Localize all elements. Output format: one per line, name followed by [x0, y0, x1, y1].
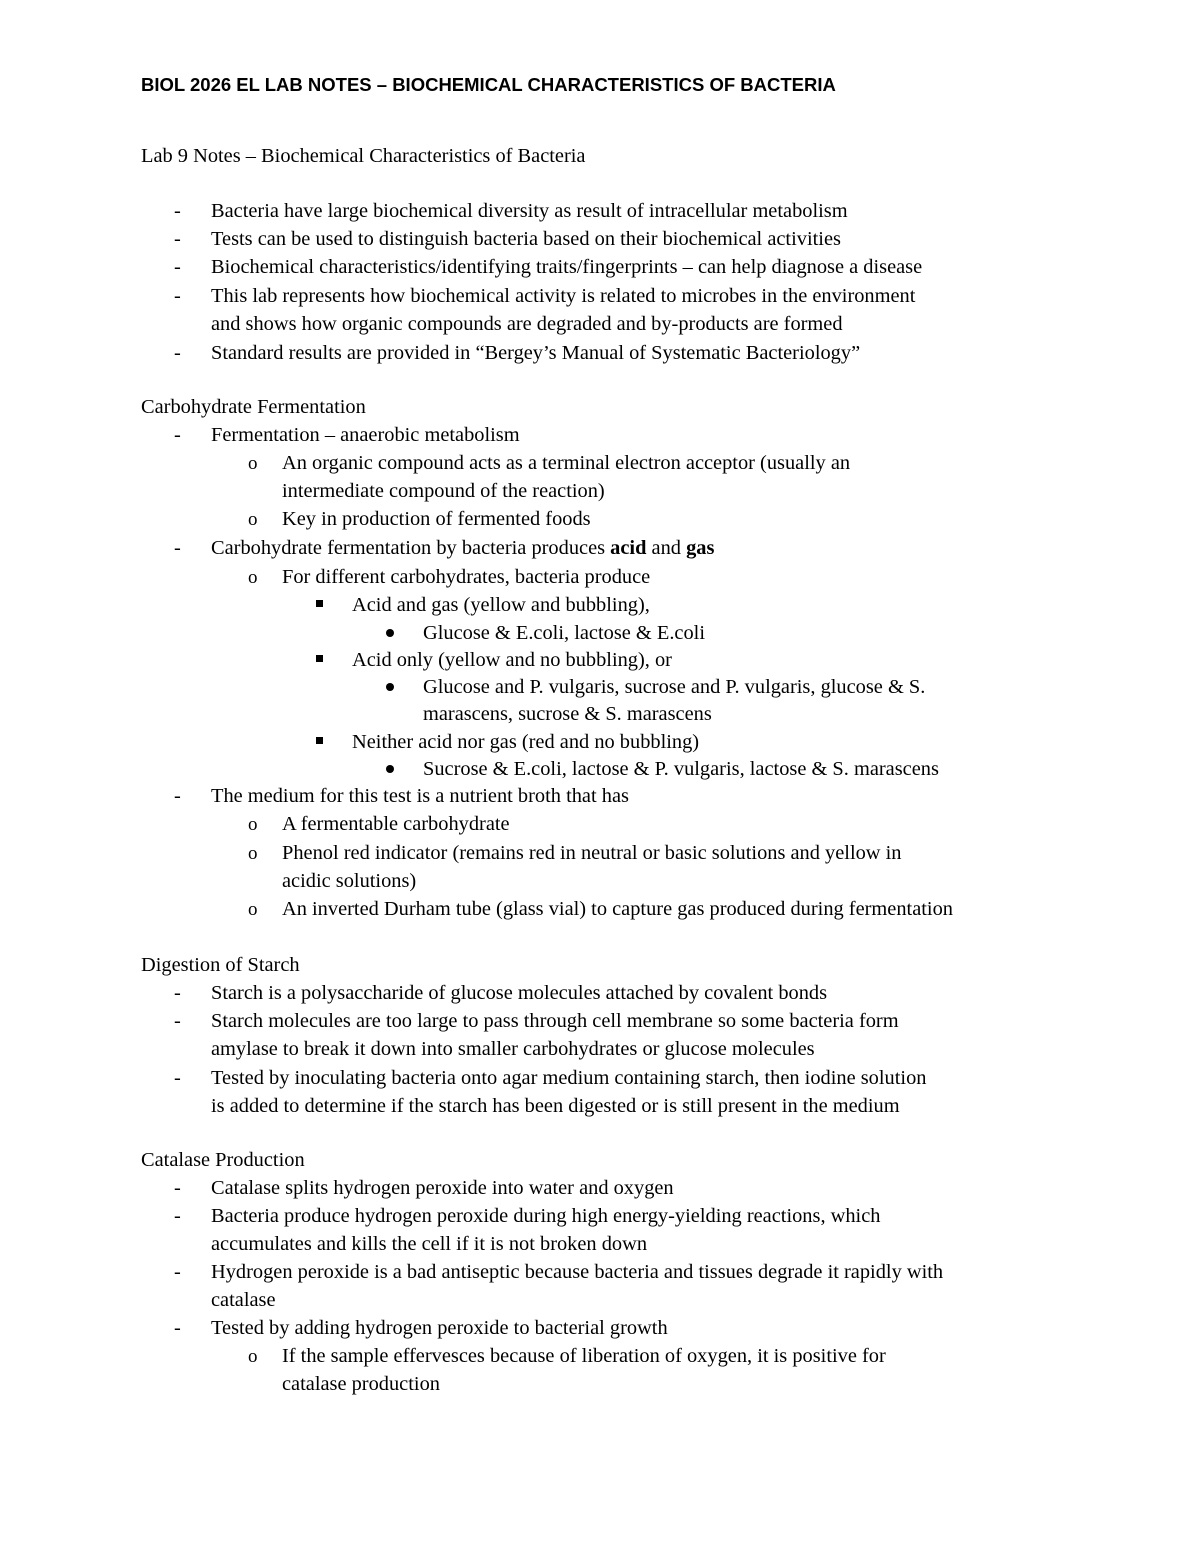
catalase-item-1-text: Catalase splits hydrogen peroxide into water and oxygen	[211, 1177, 674, 1199]
catalase-item-3-line-1: Hydrogen peroxide is a bad antiseptic because bacteria and tissues degrade it rapidly with	[211, 1261, 944, 1283]
dash-marker: -	[174, 1261, 181, 1283]
catalase-item-2-line-1: Bacteria produce hydrogen peroxide during high energy-yielding reactions, which	[211, 1205, 881, 1227]
carb-medium-3-text: An inverted Durham tube (glass vial) to capture gas produced during fermentation	[282, 898, 953, 920]
dash-marker: -	[174, 285, 181, 307]
catalase-item-2-line-2: accumulates and kills the cell if it is not broken down	[211, 1233, 648, 1255]
dash-marker: -	[174, 785, 181, 807]
intro-item-1-text: Bacteria have large biochemical diversity as result of intracellular metabolism	[211, 200, 848, 222]
intro-item-3-text: Biochemical characteristics/identifying traits/fingerprints – can help diagnose a disease	[211, 256, 923, 278]
starch-item-3-line-2: is added to determine if the starch has been digested or is still present in the medium	[211, 1095, 900, 1117]
carb-neither-text: Neither acid nor gas (red and no bubbling)	[352, 731, 700, 753]
carb-organic-line-2: intermediate compound of the reaction)	[282, 480, 605, 502]
dash-marker: -	[174, 1067, 181, 1089]
carb-neither-example-text: Sucrose & E.coli, lactose & P. vulgaris, lactose & S. marascens	[423, 758, 939, 780]
produces-acid: acid	[610, 537, 647, 559]
circle-marker: o	[248, 843, 258, 864]
dash-marker: -	[174, 200, 181, 222]
starch-item-2-line-1: Starch molecules are too large to pass through cell membrane so some bacteria form	[211, 1010, 899, 1032]
dash-marker: -	[174, 1177, 181, 1199]
document-header: BIOL 2026 EL LAB NOTES – BIOCHEMICAL CHARACTERISTICS OF BACTERIA	[141, 74, 836, 95]
dash-marker: -	[174, 982, 181, 1004]
dash-marker: -	[174, 256, 181, 278]
produces-prefix: Carbohydrate fermentation by bacteria produces	[211, 537, 611, 559]
square-bullet-icon	[316, 600, 323, 607]
round-bullet-icon	[386, 765, 394, 773]
starch-item-2-line-2: amylase to break it down into smaller carbohydrates or glucose molecules	[211, 1038, 815, 1060]
intro-item-4-text-line-1: This lab represents how biochemical activity is related to microbes in the environment	[211, 285, 916, 307]
carb-acid-gas-example-text: Glucose & E.coli, lactose & E.coli	[423, 622, 705, 644]
dash-marker: -	[174, 537, 181, 559]
starch-item-3-line-1: Tested by inoculating bacteria onto agar medium containing starch, then iodine solution	[211, 1067, 927, 1089]
dash-marker: -	[174, 1317, 181, 1339]
carb-acid-only-text: Acid only (yellow and no bubbling), or	[352, 649, 672, 671]
circle-marker: o	[248, 509, 258, 530]
catalase-title: Catalase Production	[141, 1149, 305, 1171]
carb-medium-1-text: A fermentable carbohydrate	[282, 813, 510, 835]
square-bullet-icon	[316, 655, 323, 662]
round-bullet-icon	[386, 683, 394, 691]
square-bullet-icon	[316, 737, 323, 744]
starch-item-1-text: Starch is a polysaccharide of glucose molecules attached by covalent bonds	[211, 982, 828, 1004]
catalase-item-3-line-2: catalase	[211, 1289, 276, 1311]
circle-marker: o	[248, 453, 258, 474]
dash-marker: -	[174, 1205, 181, 1227]
dash-marker: -	[174, 342, 181, 364]
starch-title: Digestion of Starch	[141, 954, 300, 976]
catalase-sub-line-2: catalase production	[282, 1373, 440, 1395]
circle-marker: o	[248, 814, 258, 835]
carb-medium-2-line-2: acidic solutions)	[282, 870, 417, 892]
carb-acid-only-example-line-1: Glucose and P. vulgaris, sucrose and P. vulgaris, glucose & S.	[423, 676, 926, 698]
circle-marker: o	[248, 899, 258, 920]
carb-key-text: Key in production of fermented foods	[282, 508, 591, 530]
carb-organic-line-1: An organic compound acts as a terminal electron acceptor (usually an	[282, 452, 851, 474]
produces-gas: gas	[686, 537, 715, 559]
intro-item-2-text: Tests can be used to distinguish bacteria based on their biochemical activities	[211, 228, 841, 250]
carb-title: Carbohydrate Fermentation	[141, 396, 366, 418]
catalase-sub-line-1: If the sample effervesces because of liberation of oxygen, it is positive for	[282, 1345, 886, 1367]
intro-title: Lab 9 Notes – Biochemical Characteristics of Bacteria	[141, 145, 586, 167]
circle-marker: o	[248, 1346, 258, 1367]
dash-marker: -	[174, 228, 181, 250]
carb-produces-text	[211, 535, 714, 563]
carb-acid-only-example-line-2: marascens, sucrose & S. marascens	[423, 703, 712, 725]
circle-marker: o	[248, 567, 258, 588]
carb-medium-2-line-1: Phenol red indicator (remains red in neutral or basic solutions and yellow in	[282, 842, 902, 864]
dash-marker: -	[174, 424, 181, 446]
carb-medium-text: The medium for this test is a nutrient broth that has	[211, 785, 629, 807]
intro-item-5-text: Standard results are provided in “Bergey’s Manual of Systematic Bacteriology”	[211, 342, 861, 364]
catalase-item-4-text: Tested by adding hydrogen peroxide to bacterial growth	[211, 1317, 668, 1339]
carb-fermentation-text: Fermentation – anaerobic metabolism	[211, 424, 520, 446]
produces-and: and	[646, 537, 687, 559]
intro-item-4-text-line-2: and shows how organic compounds are degraded and by-products are formed	[211, 313, 843, 335]
carb-acid-gas-text: Acid and gas (yellow and bubbling),	[352, 594, 650, 616]
dash-marker: -	[174, 1010, 181, 1032]
carb-different-text: For different carbohydrates, bacteria produce	[282, 566, 651, 588]
round-bullet-icon	[386, 629, 394, 637]
